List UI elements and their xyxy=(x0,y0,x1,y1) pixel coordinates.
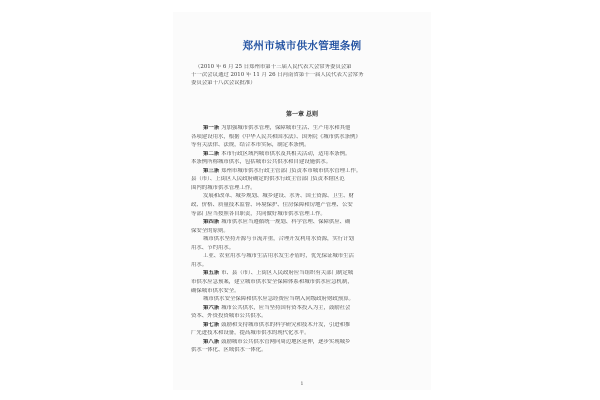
body-text: 本市行政区域内城市供水及其相关活动，适用本条例。 xyxy=(221,150,351,157)
body-line xyxy=(191,142,310,149)
body-text: 供水一体化、区域供水一体化。 xyxy=(191,347,267,354)
body-text: 资本、外资投资城市公共供水。 xyxy=(191,313,267,320)
body-text: 城市供水安全保障和供水应急经费应当纳入同级政府财政预算。 xyxy=(203,296,354,302)
body-text: 等部门应当按照各自职责，共同做好城市供水管理工作。 xyxy=(191,210,326,217)
body-text: 市、县（市）、上街区人民政府应当组织有关部门制定城 xyxy=(221,270,354,277)
body-line xyxy=(191,330,310,337)
body-line xyxy=(191,176,345,183)
body-line xyxy=(203,270,353,277)
body-line xyxy=(203,168,361,175)
body-text: 政、价格、质量技术监督、环境保护、住房保障和房地产管理、公安 xyxy=(191,202,353,208)
document-title: 郑州市城市供水管理条例 xyxy=(242,40,362,52)
body-line xyxy=(191,347,266,354)
body-text: 发展和改革、城乡规划、城乡建设、水务、国土资源、卫生、财 xyxy=(203,193,354,200)
body-text: 围内的城市供水管理工作。 xyxy=(191,184,256,191)
body-text: 城市供水应当遵循统一规划、科学管理、保障供应、确 xyxy=(221,219,351,226)
page-number: 1 xyxy=(300,381,304,387)
body-line xyxy=(203,236,354,243)
body-line xyxy=(191,262,207,269)
body-line xyxy=(191,134,361,141)
body-line xyxy=(203,322,350,329)
body-line xyxy=(203,125,350,132)
body-text: 城市公共供水，应当坚持国有资本投入为主，鼓励社会 xyxy=(221,304,351,311)
body-line xyxy=(203,253,354,260)
article-label: 第四条 xyxy=(203,219,222,226)
body-line xyxy=(191,288,240,295)
body-text: 各项建设用水，根据《中华人民共和国水法》、国务院《城市供水条例》 xyxy=(191,133,361,140)
body-line xyxy=(191,159,331,166)
article-label: 第六条 xyxy=(203,304,222,311)
body-text: 鼓励城市公共供水管网向周边地区延伸，逐步实现城乡 xyxy=(221,338,351,345)
article-label: 第八条 xyxy=(203,338,222,345)
body-line xyxy=(203,296,354,303)
article-label: 第七条 xyxy=(203,321,222,328)
body-text: 等有关法律、法规，结合本市实际，制定本条例。 xyxy=(191,142,310,149)
article-label: 第一条 xyxy=(203,125,222,131)
body-line xyxy=(203,219,350,226)
body-text: 保安全的原则。 xyxy=(191,227,229,234)
article-label: 第五条 xyxy=(203,270,222,277)
body-text: 本条例所称城市供水，包括城市公共供水和自建设施供水。 xyxy=(191,159,332,166)
body-text: 确保城市供水安全。 xyxy=(191,287,240,294)
body-text: 城市供水坚持开源与节流并重，合理开发利用水资源，实行计划 xyxy=(203,236,354,243)
article-label: 第二条 xyxy=(203,150,222,157)
body-text: 用水、节约用水。 xyxy=(191,244,235,251)
preamble-line: 委员会第十八次会议批准） xyxy=(191,80,256,86)
body-line xyxy=(191,185,256,192)
body-line xyxy=(203,305,350,312)
document-page xyxy=(173,12,431,390)
body-text: 市供水应急预案，建立城市供水安全保障体系和城市供水应急机制， xyxy=(191,278,353,285)
article-label: 第三条 xyxy=(203,167,222,174)
preamble-line: （2010 年 6 月 25 日郑州市第十三届人民代表大会常务委员会第 xyxy=(195,64,352,70)
body-line xyxy=(191,228,229,235)
body-line xyxy=(191,313,266,320)
chapter-heading: 第一章 总则 xyxy=(285,111,319,118)
body-line xyxy=(203,193,354,200)
body-text: 郑州市城市供水行政主管部门负责本市城市供水管理工作。 xyxy=(221,167,362,174)
body-text: 为加强城市供水管理，保障城市生活、生产用水和其他 xyxy=(221,125,351,131)
body-line xyxy=(191,202,353,209)
body-line xyxy=(203,151,350,158)
body-text: 鼓励和支持城市供水的科学研究和技术开发，引进和推 xyxy=(221,321,351,328)
body-line xyxy=(191,245,234,252)
body-text: 用水。 xyxy=(191,261,208,268)
preamble-line: 十一次会议通过 2010 年 11 月 26 日河南省第十一届人民代表大会常务 xyxy=(191,72,364,78)
body-line xyxy=(191,279,353,286)
body-line xyxy=(203,339,350,346)
body-text: 县（市）、上街区人民政府确定的供水行政主管部门负责本辖区范 xyxy=(191,176,345,183)
body-line xyxy=(191,211,326,218)
body-text: 广先进技术和设备，提高城市供水的现代化水平。 xyxy=(191,330,310,337)
body-text: 工业、农业用水与城市生活用水发生矛盾时，优先保证城市生活 xyxy=(203,253,354,260)
